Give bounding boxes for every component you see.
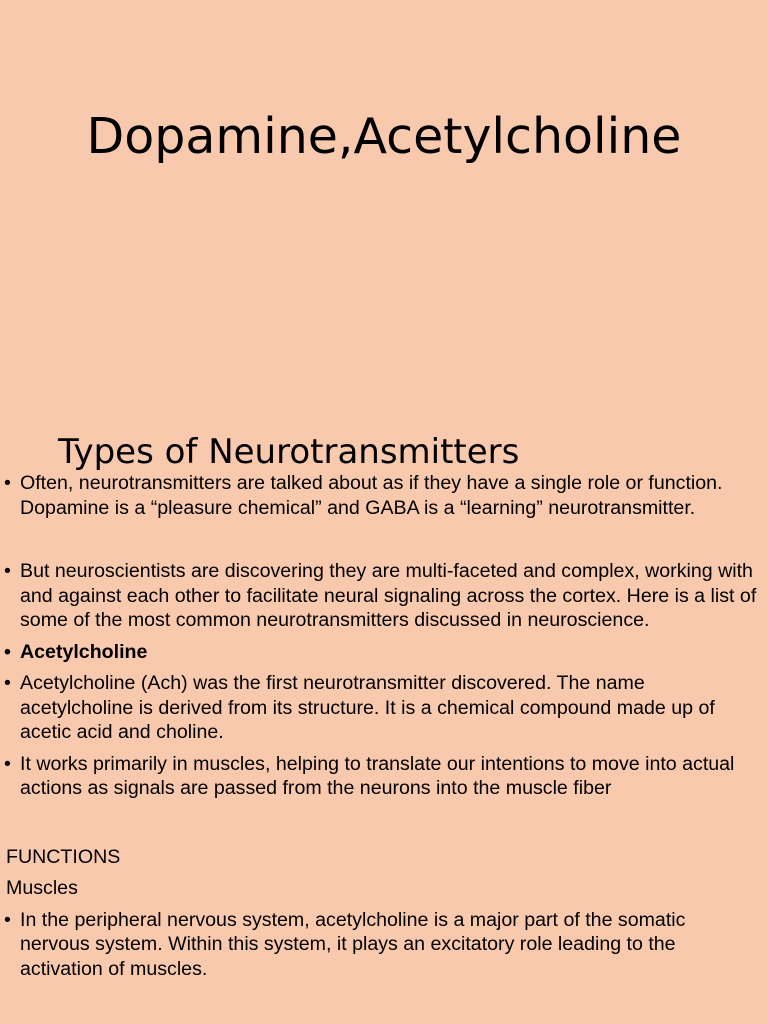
muscles-label: Muscles — [6, 877, 78, 899]
bullet-item: • Often, neurotransmitters are talked about as if they have a single role or function. Dopamine is a “pleasure chemical” and GABA is a “learning” neurotransmitter. — [0, 471, 768, 520]
slide-body — [0, 471, 768, 981]
section-heading: Types of Neurotransmitters — [58, 432, 520, 472]
slide-title: Dopamine,Acetylcholine — [86, 108, 682, 165]
functions-label: FUNCTIONS — [6, 845, 121, 868]
bullet-item: • Acetylcholine (Ach) was the first neurotransmitter discovered. The name acetylcholine is derived from its structure. It is a chemical compound made up of acetic acid and choline. — [0, 671, 768, 745]
bullet-item: • In the peripheral nervous system, acetylcholine is a major part of the somatic nervous system. Within this system, it plays an excitatory role leading to the activation of muscles. — [0, 908, 768, 982]
bullet-item: • It works primarily in muscles, helping to translate our intentions to move into actual actions as signals are passed from the neurons into the muscle fiber — [0, 752, 768, 801]
bullet-item: • But neuroscientists are discovering they are multi-faceted and complex, working with and against each other to facilitate neural signaling across the cortex. Here is a list of some of the most common neurotransmitters discussed in neuroscience. — [0, 559, 768, 633]
bullet-item-bold: • Acetylcholine — [0, 640, 768, 665]
